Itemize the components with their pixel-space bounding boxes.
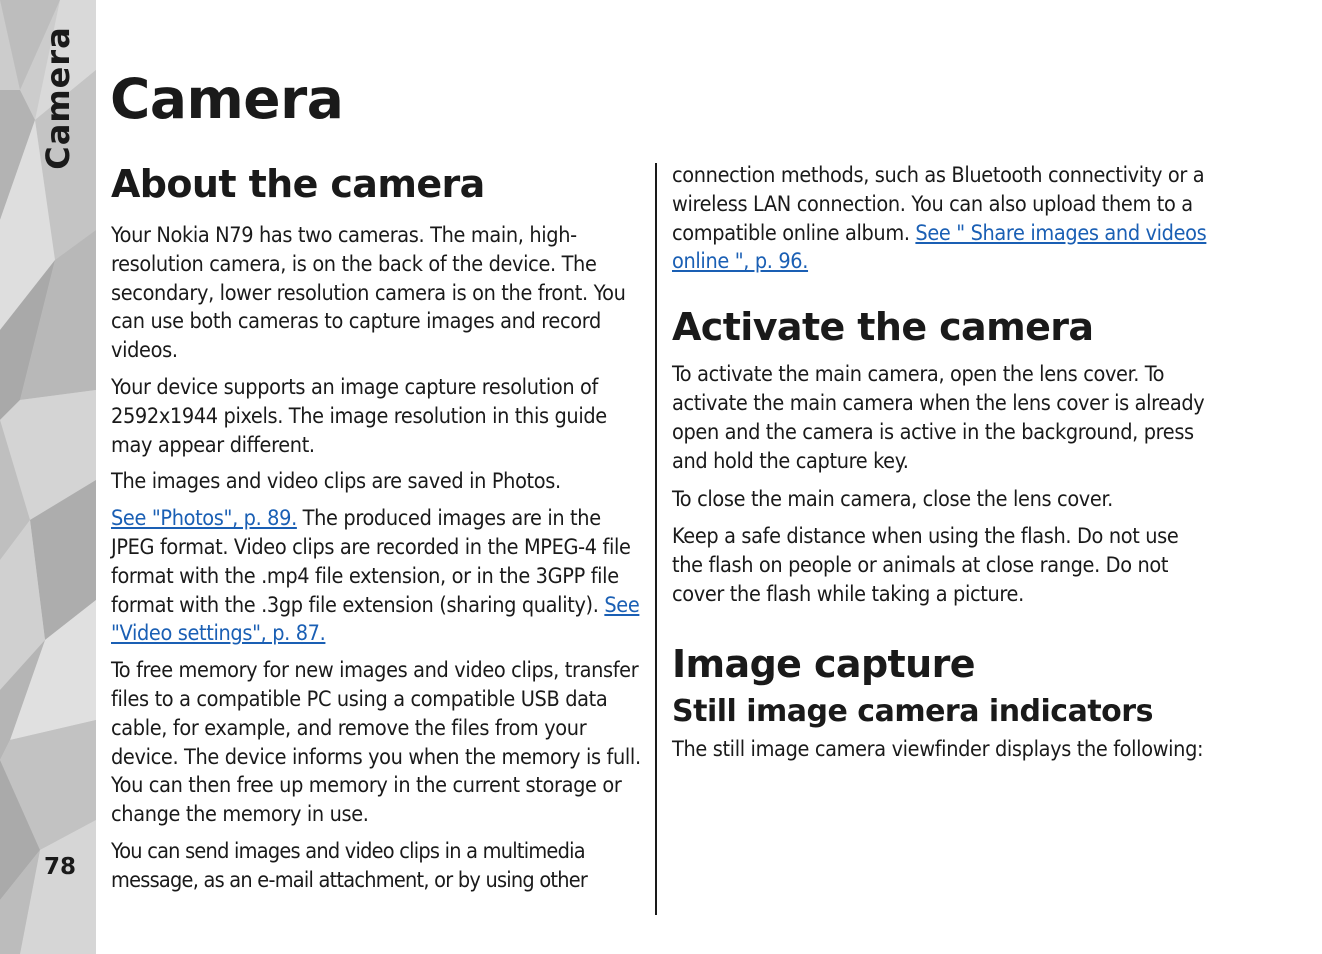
about-paragraph-4-text: The produced images are in the JPEG format. Video clips are recorded in the MPEG-4 file format with the .mp4 file extension, or in the 3GPP file format with the .3gp file extension (sharing quality). bbox=[111, 506, 631, 618]
section-tab-label: Camera bbox=[39, 26, 77, 170]
about-paragraph-7-text: connection methods, such as Bluetooth connectivity or a wireless LAN connection. You can also upload them to a compatible online album. bbox=[672, 163, 1205, 246]
image-capture-heading: Image capture bbox=[672, 641, 975, 686]
about-paragraph-7 bbox=[672, 162, 1207, 277]
about-paragraph-3: The images and video clips are saved in Photos. bbox=[111, 469, 561, 495]
activate-paragraph-3: Keep a safe distance when using the flash. Do not use the flash on people or animals at close range. Do not cover the flash while taking a picture. bbox=[672, 524, 1179, 607]
column-divider bbox=[655, 163, 657, 915]
share-online-link[interactable]: See " Share images and videos online ", p. 96. bbox=[672, 220, 1207, 275]
decorative-sidebar bbox=[0, 0, 96, 954]
about-paragraph-4 bbox=[111, 505, 643, 649]
about-paragraph-2: Your device supports an image capture resolution of 2592x1944 pixels. The image resolution in this guide may appear different. bbox=[111, 374, 607, 458]
still-image-indicators-heading: Still image camera indicators bbox=[672, 693, 1153, 729]
right-column bbox=[672, 160, 1207, 764]
image-capture-paragraph-1: The still image camera viewfinder displays the following: bbox=[672, 736, 1204, 762]
section-tab bbox=[30, 26, 86, 170]
activate-paragraph-2: To close the main camera, close the lens cover. bbox=[672, 487, 1113, 513]
photos-link[interactable]: See "Photos", p. 89. bbox=[111, 506, 297, 532]
chapter-title: Camera bbox=[110, 67, 344, 131]
activate-heading: Activate the camera bbox=[672, 305, 1094, 350]
about-heading: About the camera bbox=[111, 162, 485, 206]
about-paragraph-5: To free memory for new images and video clips, transfer files to a compatible PC using a compatible USB data cable, for example, and remove the files from your device. The device informs you when the memory is full. You can then free up memory in the current storage or change the memory in use. bbox=[111, 658, 641, 828]
about-paragraph-1: Your Nokia N79 has two cameras. The main, high-resolution camera, is on the back of the device. The secondary, lower resolution camera is on the front. You can use both cameras to capture images and record videos. bbox=[111, 223, 626, 364]
left-column bbox=[111, 160, 643, 896]
video-settings-link[interactable]: See "Video settings", p. 87. bbox=[111, 592, 640, 647]
activate-paragraph-1: To activate the main camera, open the lens cover. To activate the main camera when the lens cover is already open and the camera is active in the background, press and hold the capture key. bbox=[672, 362, 1205, 474]
page-number: 78 bbox=[44, 854, 77, 880]
about-paragraph-6: You can send images and video clips in a multimedia message, as an e-mail attachment, or by using other bbox=[111, 838, 588, 893]
